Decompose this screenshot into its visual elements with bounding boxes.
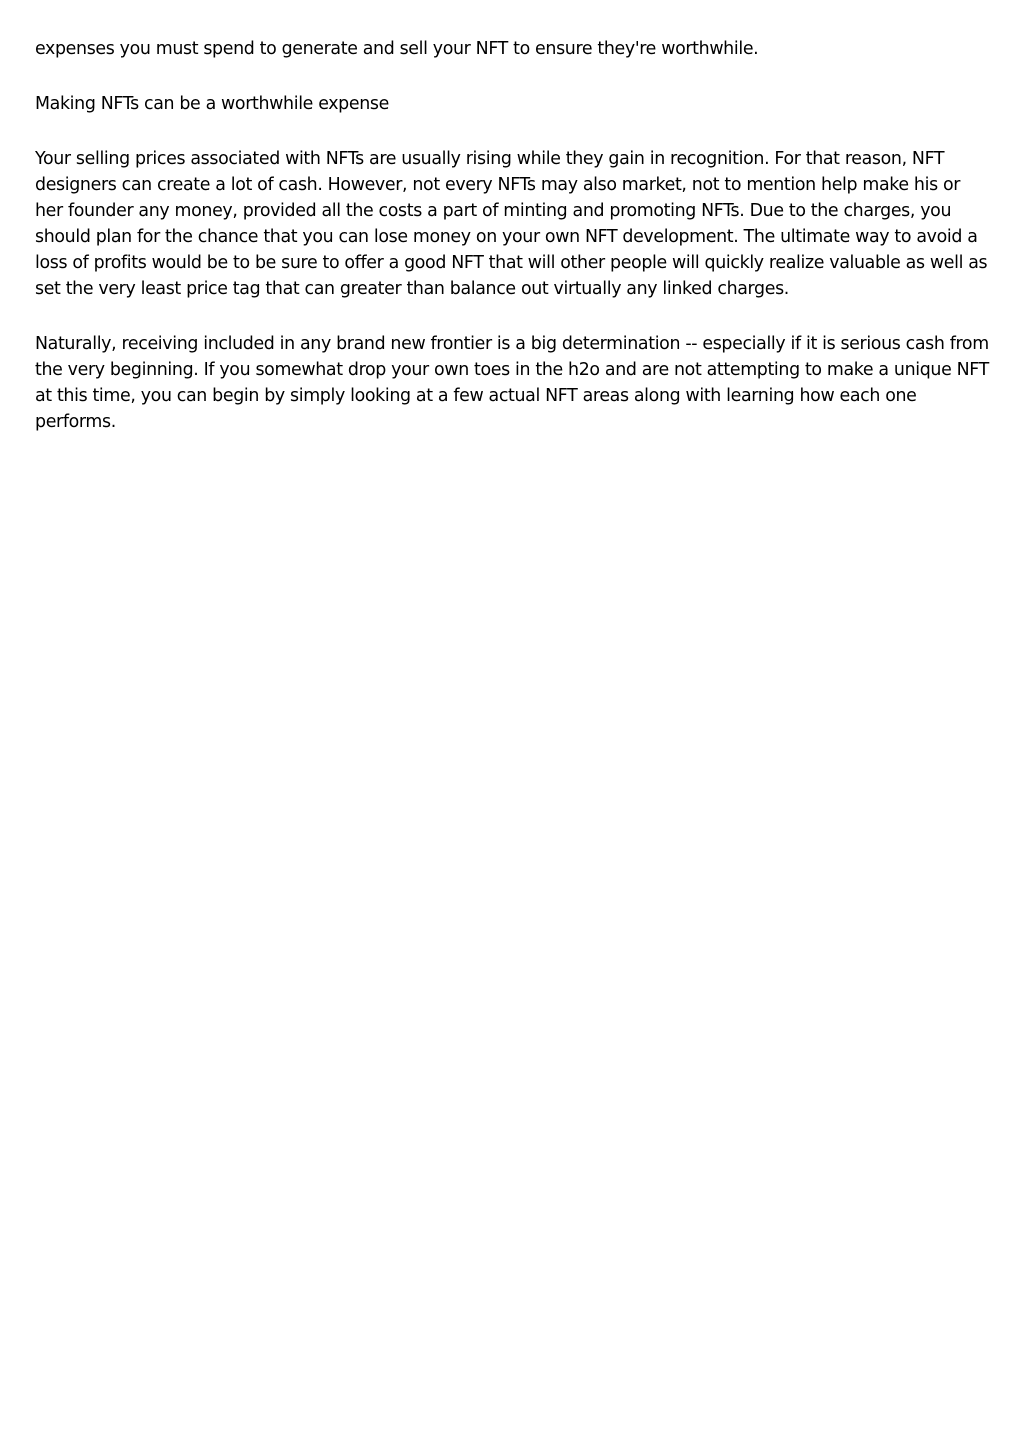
paragraph-selling-prices: Your selling prices associated with NFTs are usually rising while they gain in recognition. For that reason, NFT designers can create a lot of cash. However, not every NFTs may also market, not to mention help make his or her founder any money, provided all the costs a part of minting and promoting NFTs. Due to the charges, you should plan for the chance that you can lose money on your own NFT development. The ultimate way to avoid a loss of profits would be to be sure to offer a good NFT that will other people will quickly realize valuable as well as set the very least price tag that can greater than balance out virtually any linked charges. — [35, 149, 988, 299]
paragraph-expenses-continuation: expenses you must spend to generate and sell your NFT to ensure they're worthwhile. — [35, 39, 759, 59]
document-page — [35, 36, 993, 464]
paragraph-new-frontier: Naturally, receiving included in any brand new frontier is a big determination -- especially if it is serious cash from the very beginning. If you somewhat drop your own toes in the h2o and are not attempting to make a unique NFT at this time, you can begin by simply looking at a few actual NFT areas along with learning how each one performs. — [35, 334, 989, 432]
paragraph-heading-worthwhile-expense: Making NFTs can be a worthwhile expense — [35, 94, 389, 114]
